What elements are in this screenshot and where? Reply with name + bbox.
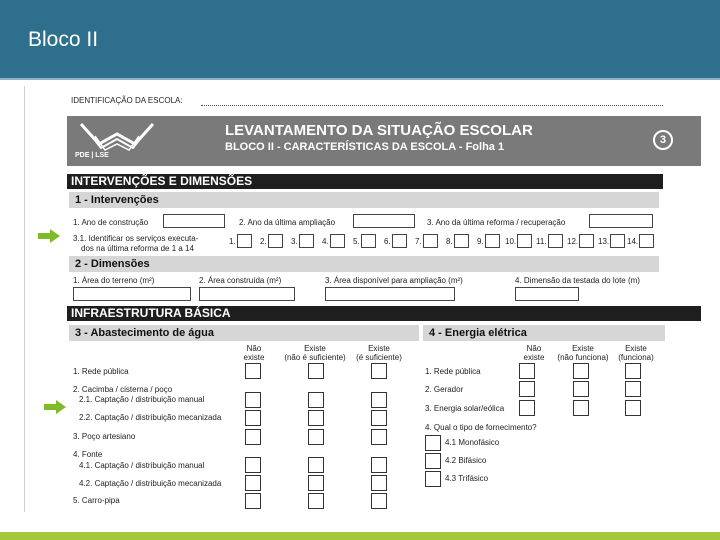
service-box[interactable] bbox=[299, 234, 314, 248]
school-id-label: IDENTIFICAÇÃO DA ESCOLA: bbox=[71, 96, 183, 105]
header-line: Existe bbox=[572, 344, 594, 353]
water-checkbox[interactable] bbox=[245, 475, 261, 491]
footer-accent-strip bbox=[0, 532, 720, 540]
water-checkbox[interactable] bbox=[371, 457, 387, 473]
area-terreno-field[interactable] bbox=[73, 287, 191, 301]
energy-checkbox[interactable] bbox=[519, 363, 535, 379]
energy-checkbox[interactable] bbox=[573, 363, 589, 379]
service-box[interactable] bbox=[517, 234, 532, 248]
service-number: 6. bbox=[384, 237, 391, 246]
water-checkbox[interactable] bbox=[308, 475, 324, 491]
header-line: Não bbox=[526, 344, 542, 353]
service-box[interactable] bbox=[268, 234, 283, 248]
supply-type-label: 4.3 Trifásico bbox=[445, 474, 489, 483]
water-checkbox[interactable] bbox=[308, 392, 324, 408]
logo-text: PDE | LSE bbox=[75, 152, 109, 159]
testada-lote-field[interactable] bbox=[515, 287, 579, 301]
water-checkbox[interactable] bbox=[308, 363, 324, 379]
supply-type-label: 4.1 Monofásico bbox=[445, 438, 500, 447]
water-checkbox[interactable] bbox=[308, 493, 324, 509]
service-box[interactable] bbox=[361, 234, 376, 248]
water-row-label: 4.1. Captação / distribuição manual bbox=[79, 461, 205, 470]
energy-checkbox[interactable] bbox=[519, 400, 535, 416]
form-document-image bbox=[24, 86, 701, 512]
service-box[interactable] bbox=[485, 234, 500, 248]
water-checkbox[interactable] bbox=[371, 410, 387, 426]
service-number: 9. bbox=[477, 237, 484, 246]
supply-type-label: 4.2 Bifásico bbox=[445, 456, 487, 465]
water-row-label: 1. Rede pública bbox=[73, 367, 129, 376]
water-checkbox[interactable] bbox=[245, 410, 261, 426]
energy-checkbox[interactable] bbox=[625, 381, 641, 397]
water-checkbox[interactable] bbox=[245, 363, 261, 379]
water-checkbox[interactable] bbox=[245, 429, 261, 445]
header-line: Existe bbox=[368, 344, 390, 353]
energy-checkbox[interactable] bbox=[573, 400, 589, 416]
ano-reforma-field[interactable] bbox=[589, 214, 653, 228]
service-number: 12. bbox=[567, 237, 579, 246]
header-line: (não funciona) bbox=[557, 353, 609, 362]
q-servicos-line2: dos na última reforma de 1 a 14 bbox=[81, 244, 194, 253]
service-box[interactable] bbox=[330, 234, 345, 248]
service-box[interactable] bbox=[548, 234, 563, 248]
service-box[interactable] bbox=[392, 234, 407, 248]
energy-row-label: 2. Gerador bbox=[425, 385, 464, 394]
water-checkbox[interactable] bbox=[371, 493, 387, 509]
water-row-label: 4. Fonte bbox=[73, 450, 103, 459]
service-box[interactable] bbox=[454, 234, 469, 248]
service-number: 2. bbox=[260, 237, 267, 246]
energy-checkbox[interactable] bbox=[573, 381, 589, 397]
slide-header bbox=[0, 0, 720, 78]
green-arrow-icon bbox=[44, 400, 66, 414]
water-checkbox[interactable] bbox=[371, 429, 387, 445]
energy-col-funciona bbox=[613, 344, 659, 362]
service-number: 8. bbox=[446, 237, 453, 246]
subsection-energia: 4 - Energia elétrica bbox=[423, 325, 665, 341]
header-line: (funciona) bbox=[618, 353, 654, 362]
area-construida-field[interactable] bbox=[199, 287, 295, 301]
form-banner bbox=[67, 116, 701, 166]
service-number: 10. bbox=[505, 237, 517, 246]
green-arrow-icon bbox=[38, 229, 60, 243]
q-area-ampliacao: 3. Área disponível para ampliação (m²) bbox=[325, 276, 463, 285]
water-row-label: 2. Cacimba / cisterna / poço bbox=[73, 385, 173, 394]
service-number: 11. bbox=[536, 237, 547, 246]
q-ano-reforma: 3. Ano da última reforma / recuperação bbox=[427, 218, 566, 227]
header-line: existe bbox=[243, 353, 265, 362]
service-number: 4. bbox=[322, 237, 329, 246]
q-ano-construcao: 1. Ano de construção bbox=[73, 218, 149, 227]
header-line: Não bbox=[246, 344, 262, 353]
form-subtitle: BLOCO II - CARACTERÍSTICAS DA ESCOLA - Folha 1 bbox=[225, 141, 505, 153]
water-row-label: 2.1. Captação / distribuição manual bbox=[79, 395, 205, 404]
water-row-label: 2.2. Captação / distribuição mecanizada bbox=[79, 413, 222, 422]
subsection-agua: 3 - Abastecimento de água bbox=[69, 325, 419, 341]
energy-row-label: 1. Rede pública bbox=[425, 367, 481, 376]
section-intervencoes: INTERVENÇÕES E DIMENSÕES bbox=[67, 174, 663, 189]
service-box[interactable] bbox=[237, 234, 252, 248]
ano-construcao-field[interactable] bbox=[163, 214, 225, 228]
service-box[interactable] bbox=[639, 234, 654, 248]
water-row-label: 4.2. Captação / distribuição mecanizada bbox=[79, 479, 222, 488]
water-checkbox[interactable] bbox=[371, 363, 387, 379]
header-accent-line bbox=[0, 78, 720, 80]
service-number: 13. bbox=[598, 237, 610, 246]
header-line: (é suficiente) bbox=[356, 353, 402, 362]
service-number: 5. bbox=[353, 237, 360, 246]
water-checkbox[interactable] bbox=[308, 429, 324, 445]
q-area-construida: 2. Área construída (m²) bbox=[199, 276, 282, 285]
area-ampliacao-field[interactable] bbox=[325, 287, 455, 301]
supply-checkbox[interactable] bbox=[425, 453, 441, 469]
water-col-nao-existe bbox=[235, 344, 273, 362]
q-servicos-line1: 3.1. Identificar os serviços executa- bbox=[73, 234, 199, 243]
service-number: 3. bbox=[291, 237, 298, 246]
energy-col-nao-funciona bbox=[545, 344, 621, 362]
header-line: existe bbox=[523, 353, 545, 362]
header-line: Existe bbox=[625, 344, 647, 353]
school-id-line bbox=[201, 105, 663, 106]
energy-row-label: 3. Energia solar/eólica bbox=[425, 404, 505, 413]
energy-checkbox[interactable] bbox=[519, 381, 535, 397]
water-checkbox[interactable] bbox=[245, 493, 261, 509]
service-number: 14. bbox=[627, 237, 639, 246]
q-ano-ampliacao: 2. Ano da última ampliação bbox=[239, 218, 336, 227]
energy-supply-question: 4. Qual o tipo de fornecimento? bbox=[425, 423, 537, 432]
water-checkbox[interactable] bbox=[308, 457, 324, 473]
water-checkbox[interactable] bbox=[371, 475, 387, 491]
subsection-dimensoes: 2 - Dimensões bbox=[69, 256, 659, 272]
water-checkbox[interactable] bbox=[308, 410, 324, 426]
service-box[interactable] bbox=[579, 234, 594, 248]
header-line: (não é suficiente) bbox=[284, 353, 346, 362]
service-number: 1. bbox=[229, 237, 236, 246]
service-number: 7. bbox=[415, 237, 422, 246]
supply-checkbox[interactable] bbox=[425, 471, 441, 487]
water-checkbox[interactable] bbox=[245, 457, 261, 473]
supply-checkbox[interactable] bbox=[425, 435, 441, 451]
energy-checkbox[interactable] bbox=[625, 363, 641, 379]
subsection-intervencoes: 1 - Intervenções bbox=[69, 192, 659, 208]
ano-ampliacao-field[interactable] bbox=[353, 214, 415, 228]
section-infraestrutura: INFRAESTRUTURA BÁSICA bbox=[67, 306, 701, 321]
water-checkbox[interactable] bbox=[371, 392, 387, 408]
sheet-number-badge: 3 bbox=[653, 130, 673, 150]
form-title: LEVANTAMENTO DA SITUAÇÃO ESCOLAR bbox=[225, 122, 533, 139]
header-line: Existe bbox=[304, 344, 326, 353]
service-box[interactable] bbox=[423, 234, 438, 248]
q-testada-lote: 4. Dimensão da testada do lote (m) bbox=[515, 276, 640, 285]
water-row-label: 3. Poço artesiano bbox=[73, 432, 136, 441]
q-area-terreno: 1. Área do terreno (m²) bbox=[73, 276, 155, 285]
water-checkbox[interactable] bbox=[245, 392, 261, 408]
energy-checkbox[interactable] bbox=[625, 400, 641, 416]
water-col-suficiente bbox=[339, 344, 419, 362]
water-row-label: 5. Carro-pipa bbox=[73, 496, 120, 505]
service-box[interactable] bbox=[610, 234, 625, 248]
slide-title: Bloco II bbox=[28, 28, 99, 51]
